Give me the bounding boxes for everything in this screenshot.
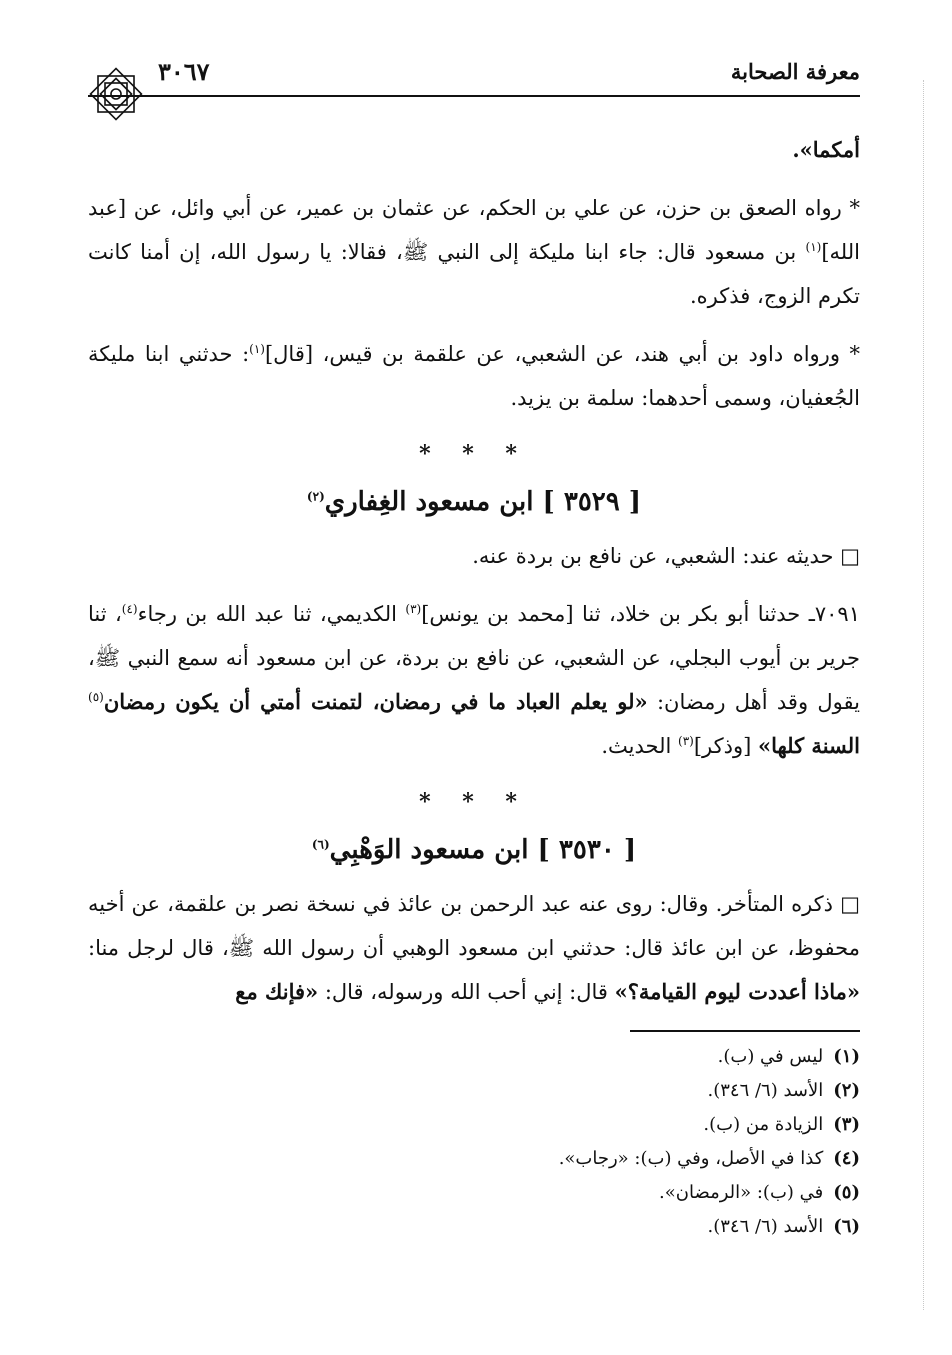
footnote-ref: (١) [249, 342, 265, 356]
footnotes [260, 1040, 860, 1244]
section-divider-stars: * * * [419, 441, 529, 467]
octagonal-star-ornament-icon [86, 64, 146, 124]
footnote-ref: (٦) [311, 837, 330, 852]
footnote-ref: (٢) [306, 489, 325, 504]
footnote-item: (١)ليس في (ب). [717, 1046, 860, 1067]
footnote-item: (٣)الزيادة من (ب). [703, 1114, 860, 1135]
hadith-7091: ٧٠٩١ـ حدثنا أبو بكر بن خلاد، ثنا [محمد بن يونس]$^{(٣)}$ الكديمي، ثنا عبد الله بن رجاء$^{(٤)}$، ثنا جرير بن أيوب البجلي، عن الشعبي، عن نافع بن بردة، عن ابن مسعود أنه سمع النبي ﷺ، يقول وقد أهل رمضان: «لو يعلم العباد ما في رمضان، لتمنت أمتي أن يكون رمضان$^{(٥)}$ السنة كلها» [وذكر]$^{(٣)}$ الحديث. [88, 602, 860, 758]
entry-text-3530: □ ذكره المتأخر. وقال: روى عنه عبد الرحمن بن عائذ في نسخة نصر بن علقمة، عن أخيه محفوظ، عن ابن عائذ قال: حدثني ابن مسعود الوهبي أن رسول الله ﷺ، قال لرجل منا: «ماذا أعددت ليوم القيامة؟» قال: إني أحب الله ورسوله، قال: «فإنك مع [88, 892, 860, 1004]
paragraph-narration-2: * ورواه داود بن أبي هند، عن الشعبي، عن علقمة بن قيس، [قال]$^{(١)}$: حدثني ابنا مليكة الجُعفيان، وسمى أحدهما: سلمة بن يزيد. [88, 342, 860, 410]
paragraph-closing-quote: أمكما». [792, 137, 860, 162]
paragraph-narration-1: * رواه الصعق بن حزن، عن علي بن الحكم، عن عثمان بن عمير، عن أبي وائل، عن [عبد الله]$^{(١)}$ بن مسعود قال: جاء ابنا مليكة إلى النبي ﷺ، فقالا: يا رسول الله، إن أمنا كانت تكرم الزوج، فذكره. [88, 196, 860, 308]
entry-heading-3529: [ ٣٥٢٩ ] ابن مسعود الغِفاري$^{(٢)}$ [306, 487, 642, 517]
page-header [88, 55, 860, 95]
header-rule [88, 95, 860, 97]
page-number: ٣٠٦٧ [158, 57, 210, 86]
entry-intro-3529: □ حديثه عند: الشعبي، عن نافع بن بردة عنه. [472, 544, 860, 568]
footnote-item: (٢)الأسد (٦/ ٣٤٦). [707, 1080, 860, 1101]
entry-heading-3530: [ ٣٥٣٠ ] ابن مسعود الوَهْبِي$^{(٦)}$ [311, 835, 637, 865]
footnote-item: (٤)كذا في الأصل، وفي (ب): «رجاب». [558, 1148, 860, 1169]
footnote-item: (٦)الأسد (٦/ ٣٤٦). [707, 1216, 860, 1237]
footnote-rule [630, 1030, 860, 1032]
footnote-ref: (٤) [121, 602, 138, 616]
scan-margin-line [923, 80, 924, 1310]
footnote-ref: (١) [805, 240, 822, 254]
main-text [88, 128, 860, 1014]
footnote-ref: (٣) [678, 734, 694, 748]
running-title: معرفة الصحابة [730, 59, 860, 84]
footnote-ref: (٣) [405, 602, 422, 616]
section-divider-stars: * * * [419, 789, 529, 815]
footnote-ref: (٥) [88, 690, 104, 704]
footnote-item: (٥)في (ب): «الرمضان». [659, 1182, 860, 1203]
